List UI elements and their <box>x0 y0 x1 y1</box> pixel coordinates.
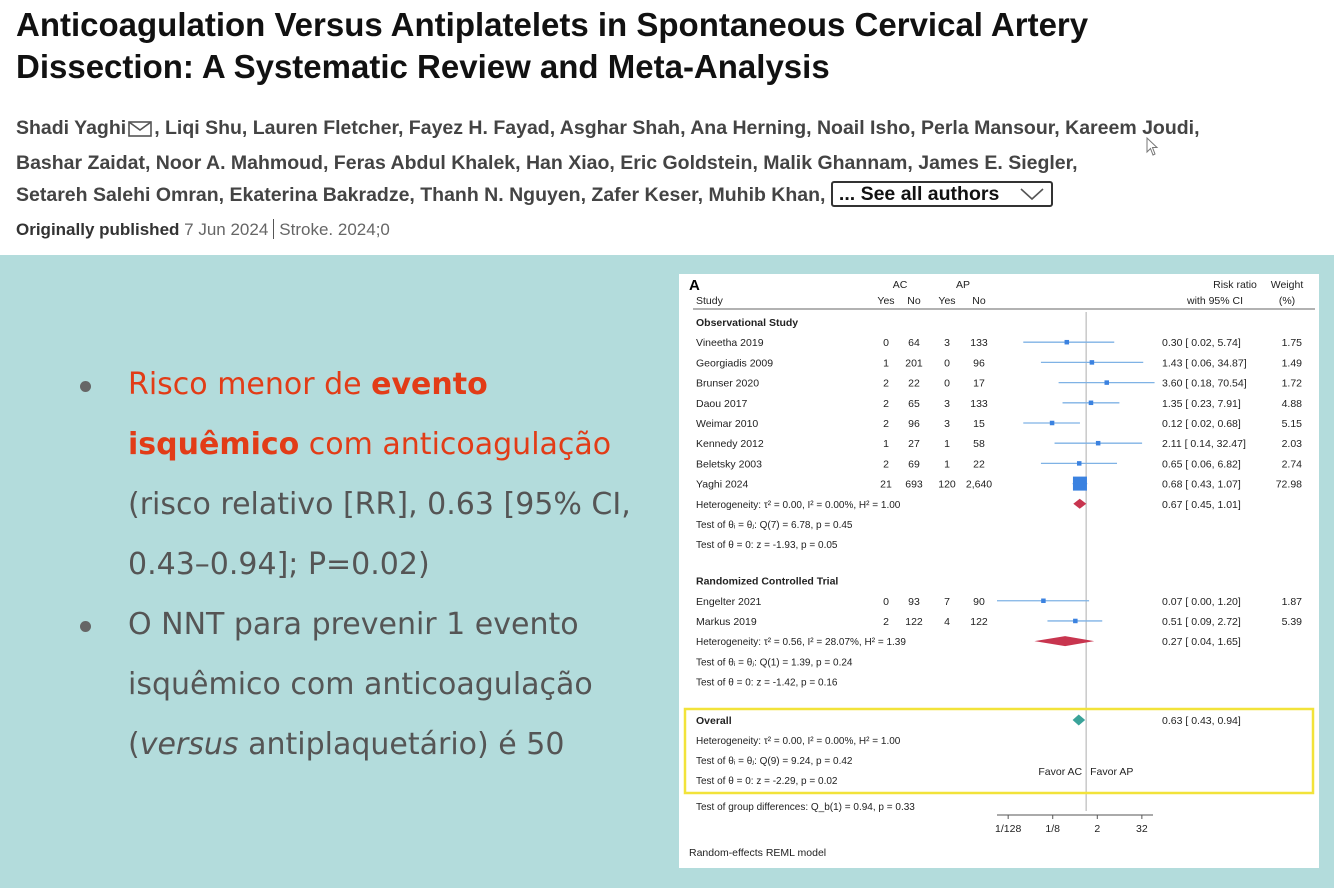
point-estimate-marker <box>1073 619 1078 624</box>
bullet-2-versus: versus <box>139 727 239 762</box>
point-estimate-marker <box>1089 401 1094 406</box>
author-names-line-2[interactable]: Bashar Zaidat, Noor A. Mahmoud, Feras Abdul Khalek, Han Xiao, Eric Goldstein, Malik Ghannam, James E. Siegler, <box>16 152 1078 174</box>
ci-text: 0.68 [ 0.43, 1.07] <box>1162 478 1241 491</box>
favor-ac-label: Favor AC <box>1038 766 1083 778</box>
ci-text: 2.11 [ 0.14, 32.47] <box>1162 438 1246 451</box>
mail-icon[interactable] <box>128 115 152 147</box>
bullet-1-text-red-2: com anticoagulação <box>299 427 612 462</box>
bullet-dot <box>80 621 91 632</box>
bullet-2-paren: ( <box>128 727 140 762</box>
weight-cell: 1.87 <box>1281 595 1302 608</box>
ac-yes-cell: 0 <box>883 595 889 608</box>
weight-cell: 5.39 <box>1281 615 1302 628</box>
group-header: Randomized Controlled Trial <box>696 575 839 588</box>
group-header: Observational Study <box>696 317 799 329</box>
ap-no-cell: 22 <box>973 458 985 471</box>
bullet-2-line-2: isquêmico com anticoagulação <box>128 667 593 702</box>
ap-no-cell: 122 <box>970 615 988 628</box>
ac-yes-cell: 2 <box>883 377 889 390</box>
author-names-line-1[interactable]: , Liqi Shu, Lauren Fletcher, Fayez H. Fayad, Asghar Shah, Ana Herning, Noail Isho, Perla Mansour, Kareem Joudi, <box>154 117 1200 139</box>
journal-citation: Stroke. 2024;0 <box>279 220 390 239</box>
group-pooled-diamond <box>1073 499 1086 509</box>
point-estimate-marker <box>1096 441 1101 446</box>
chevron-down-icon <box>1019 186 1045 202</box>
point-estimate-marker <box>1050 421 1055 426</box>
ap-no-cell: 133 <box>970 397 988 410</box>
ap-no-cell: 2,640 <box>965 478 993 491</box>
ac-no-cell: 69 <box>908 458 920 471</box>
weight-cell: 1.72 <box>1281 377 1302 390</box>
mouse-cursor-icon <box>1146 137 1160 157</box>
overall-label: Overall <box>696 715 732 727</box>
author-link-first[interactable]: Shadi Yaghi <box>16 117 127 139</box>
x-tick-label: 1/128 <box>995 823 1022 835</box>
group-test-equality: Test of θᵢ = θⱼ: Q(1) = 1.39, p = 0.24 <box>696 657 853 669</box>
header-ap: AP <box>955 279 971 291</box>
pooled-ci-text: 0.27 [ 0.04, 1.65] <box>1162 636 1241 649</box>
bullet-list <box>80 355 670 775</box>
ac-no-cell: 693 <box>905 478 923 491</box>
forest-plot-figure <box>679 274 1319 868</box>
ap-yes-cell: 120 <box>938 478 956 491</box>
overall-test-equality: Test of θᵢ = θⱼ: Q(9) = 9.24, p = 0.42 <box>696 756 853 767</box>
x-tick-label: 32 <box>1136 823 1148 835</box>
published-date: 7 Jun 2024 <box>184 220 269 239</box>
overall-diamond <box>1073 715 1086 726</box>
group-heterogeneity: Heterogeneity: τ² = 0.56, I² = 28.07%, H² = 1.39 <box>696 637 906 649</box>
study-name: Georgiadis 2009 <box>696 357 774 370</box>
panel-label: A <box>689 277 700 294</box>
group-test-equality: Test of θᵢ = θⱼ: Q(7) = 6.78, p = 0.45 <box>696 520 853 531</box>
bullet-1-bold-2: isquêmico <box>128 427 300 462</box>
header-ci: with 95% CI <box>1186 295 1244 307</box>
favor-ap-label: Favor AP <box>1090 766 1134 778</box>
header-weight-pct: (%) <box>1278 295 1296 307</box>
weight-cell: 72.98 <box>1275 478 1302 491</box>
article-header <box>0 0 1334 255</box>
ap-yes-cell: 0 <box>944 377 950 390</box>
bullet-1-line-4: 0.43–0.94]; P=0.02) <box>128 547 430 582</box>
ac-yes-cell: 1 <box>883 357 889 370</box>
weight-cell: 5.15 <box>1281 418 1302 430</box>
model-note: Random-effects REML model <box>689 847 827 859</box>
header-risk-ratio: Risk ratio <box>1213 279 1257 291</box>
ap-no-cell: 15 <box>973 418 985 430</box>
publication-info <box>16 219 390 240</box>
point-estimate-marker <box>1090 360 1095 365</box>
ac-no-cell: 201 <box>905 357 923 370</box>
bullet-item-nnt <box>80 595 670 775</box>
study-name: Beletsky 2003 <box>696 458 762 471</box>
study-name: Weimar 2010 <box>696 418 759 430</box>
title-line-1: Anticoagulation Versus Antiplatelets in Spontaneous Cervical Artery <box>16 6 1089 43</box>
ap-yes-cell: 4 <box>944 615 950 628</box>
title-line-2: Dissection: A Systematic Review and Meta-Analysis <box>16 48 830 85</box>
ci-text: 0.12 [ 0.02, 0.68] <box>1162 418 1241 430</box>
divider <box>273 219 274 239</box>
point-estimate-marker <box>1104 380 1109 385</box>
see-all-label: ... See all authors <box>838 183 1000 205</box>
study-name: Brunser 2020 <box>696 377 760 390</box>
ap-no-cell: 17 <box>973 377 985 390</box>
ap-yes-cell: 7 <box>944 595 950 608</box>
ap-yes-cell: 3 <box>944 418 950 430</box>
overall-ci-text: 0.63 [ 0.43, 0.94] <box>1162 715 1241 727</box>
author-names-line-3[interactable]: Setareh Salehi Omran, Ekaterina Bakradze, Thanh N. Nguyen, Zafer Keser, Muhib Khan, <box>16 184 826 206</box>
bullet-1-text-red: Risco menor de <box>128 367 372 402</box>
author-list <box>16 112 1331 211</box>
overall-heterogeneity: Heterogeneity: τ² = 0.00, I² = 0.00%, H² = 1.00 <box>696 736 901 747</box>
ac-yes-cell: 0 <box>883 337 889 350</box>
weight-cell: 4.88 <box>1281 397 1302 410</box>
ac-no-cell: 96 <box>908 418 920 430</box>
ap-yes-cell: 1 <box>944 438 950 451</box>
header-study: Study <box>696 295 723 307</box>
header-ac-yes: Yes <box>877 295 895 307</box>
bullet-2-rest: antiplaquetário) é 50 <box>238 727 565 762</box>
header-ac: AC <box>892 279 908 291</box>
ac-no-cell: 65 <box>908 397 920 410</box>
see-all-authors-button[interactable] <box>831 181 1053 207</box>
point-estimate-marker <box>1077 461 1082 466</box>
study-name: Kennedy 2012 <box>696 438 764 451</box>
bullet-1-line-3: (risco relativo [RR], 0.63 [95% CI, <box>128 487 631 522</box>
pooled-ci-text: 0.67 [ 0.45, 1.01] <box>1162 498 1241 511</box>
published-label: Originally published <box>16 220 180 239</box>
ci-text: 0.65 [ 0.06, 6.82] <box>1162 458 1241 471</box>
ac-no-cell: 122 <box>905 615 923 628</box>
ap-no-cell: 90 <box>973 595 985 608</box>
x-tick-label: 1/8 <box>1045 823 1061 835</box>
header-ac-no: No <box>907 295 921 307</box>
weight-cell: 1.75 <box>1281 337 1302 350</box>
ci-text: 1.43 [ 0.06, 34.87] <box>1162 357 1247 370</box>
study-name: Engelter 2021 <box>696 595 762 608</box>
header-ap-no: No <box>972 295 986 307</box>
group-heterogeneity: Heterogeneity: τ² = 0.00, I² = 0.00%, H² = 1.00 <box>696 499 901 511</box>
ac-no-cell: 27 <box>908 438 920 451</box>
bullet-dot <box>80 381 91 392</box>
x-tick-label: 2 <box>1094 823 1101 835</box>
ci-text: 0.07 [ 0.00, 1.20] <box>1162 595 1241 608</box>
bullet-item-risk <box>80 355 670 595</box>
group-differences-test: Test of group differences: Q_b(1) = 0.94, p = 0.33 <box>696 802 915 813</box>
group-pooled-diamond <box>1034 636 1094 646</box>
ac-no-cell: 64 <box>908 337 920 350</box>
weight-cell: 1.49 <box>1281 357 1302 370</box>
ac-yes-cell: 1 <box>883 438 889 451</box>
study-name: Yaghi 2024 <box>696 478 749 491</box>
header-ap-yes: Yes <box>938 295 956 307</box>
article-title[interactable] <box>16 4 1326 88</box>
point-estimate-marker <box>1073 477 1087 491</box>
bullet-2-line-1: O NNT para prevenir 1 evento <box>128 607 579 642</box>
study-name: Daou 2017 <box>696 397 748 410</box>
ap-yes-cell: 3 <box>944 337 950 350</box>
header-weight: Weight <box>1270 279 1304 291</box>
ap-yes-cell: 3 <box>944 397 950 410</box>
bullet-1-bold-1: evento <box>371 367 488 402</box>
ap-no-cell: 133 <box>970 337 988 350</box>
ap-yes-cell: 1 <box>944 458 950 471</box>
point-estimate-marker <box>1065 340 1070 345</box>
ac-no-cell: 93 <box>908 595 920 608</box>
study-name: Markus 2019 <box>696 615 757 628</box>
ci-text: 1.35 [ 0.23, 7.91] <box>1162 397 1241 410</box>
ac-yes-cell: 2 <box>883 418 889 430</box>
weight-cell: 2.03 <box>1281 438 1302 451</box>
ci-text: 0.30 [ 0.02, 5.74] <box>1162 337 1241 350</box>
weight-cell: 2.74 <box>1281 458 1302 471</box>
ci-text: 3.60 [ 0.18, 70.54] <box>1162 377 1247 390</box>
ac-yes-cell: 2 <box>883 615 889 628</box>
ac-yes-cell: 2 <box>883 458 889 471</box>
ac-yes-cell: 2 <box>883 397 889 410</box>
ac-no-cell: 22 <box>908 377 920 390</box>
ci-text: 0.51 [ 0.09, 2.72] <box>1162 615 1241 628</box>
ac-yes-cell: 21 <box>880 478 892 491</box>
point-estimate-marker <box>1041 599 1046 604</box>
overall-test-zero: Test of θ = 0: z = -2.29, p = 0.02 <box>696 776 838 787</box>
group-test-zero: Test of θ = 0: z = -1.93, p = 0.05 <box>696 540 838 552</box>
forest-plot <box>679 274 1319 868</box>
group-test-zero: Test of θ = 0: z = -1.42, p = 0.16 <box>696 677 838 689</box>
ap-no-cell: 96 <box>973 357 985 370</box>
study-name: Vineetha 2019 <box>696 337 764 350</box>
ap-yes-cell: 0 <box>944 357 950 370</box>
ap-no-cell: 58 <box>973 438 985 451</box>
